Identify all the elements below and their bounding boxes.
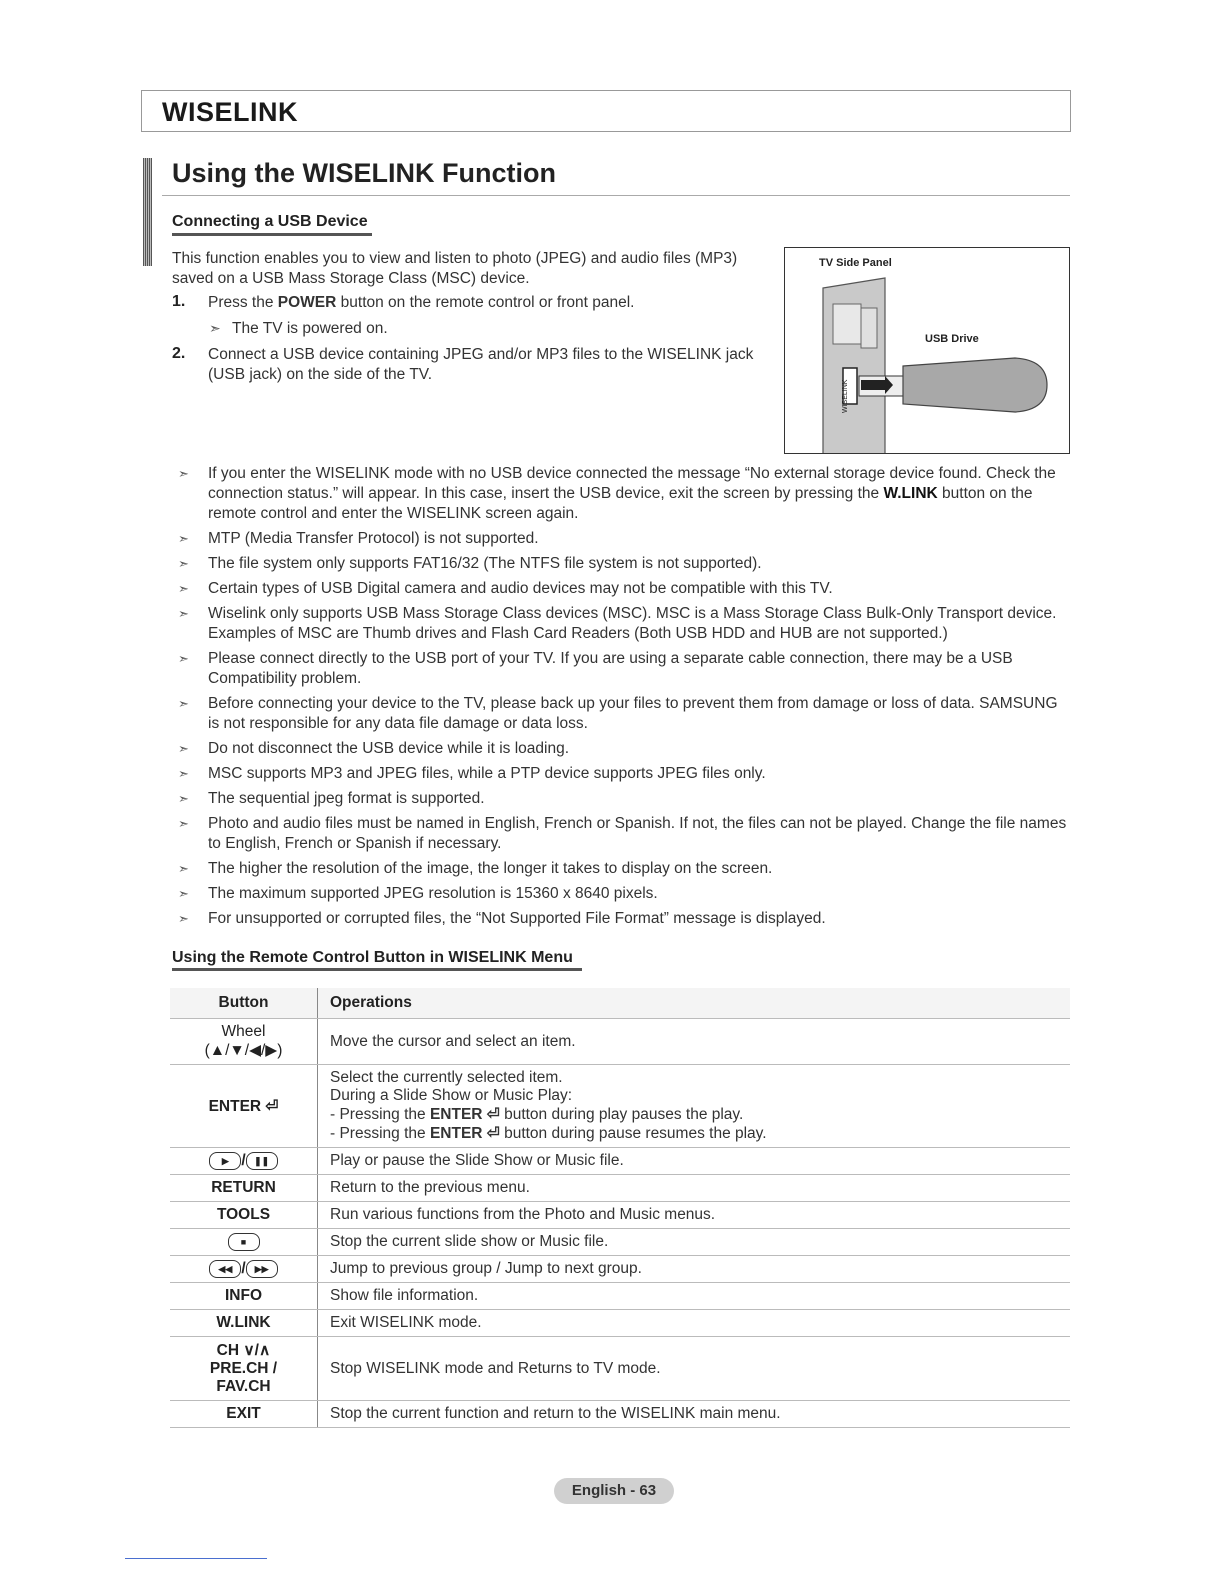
note-arrow-icon: ➣ xyxy=(178,651,189,666)
note-arrow-icon: ➣ xyxy=(178,791,189,806)
op-enter-line xyxy=(330,1124,1058,1143)
note-item xyxy=(172,739,1072,759)
note-item xyxy=(172,604,1072,644)
pause-icon: ❚❚ xyxy=(246,1152,278,1170)
op-exit: Stop the current function and return to the WISELINK main menu. xyxy=(318,1401,1071,1428)
note-text: Photo and audio files must be named in English, French or Spanish. If not, the files can not be played. Change the file names to English, French or Spanish if necessary. xyxy=(208,815,1067,852)
note-arrow-icon: ➣ xyxy=(178,816,189,831)
ch-label: CH ∨/∧ xyxy=(216,1342,271,1360)
op-stop: Stop the current slide show or Music file. xyxy=(318,1229,1071,1256)
note-text: Before connecting your device to the TV, please back up your files to prevent them from damage or loss of data. SAMSUNG is not responsible for any data file damage or data loss. xyxy=(208,695,1058,732)
note-item xyxy=(172,579,1072,599)
notes-list xyxy=(172,464,1072,934)
table-row xyxy=(170,1148,1070,1175)
op-enter xyxy=(318,1065,1071,1148)
table-row xyxy=(170,1337,1070,1401)
step-1-number: 1. xyxy=(172,293,186,310)
op-wlink: Exit WISELINK mode. xyxy=(318,1310,1071,1337)
note-text: The higher the resolution of the image, the longer it takes to display on the screen. xyxy=(208,860,773,877)
section-marker xyxy=(143,158,152,266)
note-arrow-icon: ➣ xyxy=(178,766,189,781)
op-enter-line xyxy=(330,1105,1058,1124)
separator: / xyxy=(241,1260,246,1278)
op-bold: ENTER ⏎ xyxy=(429,1125,500,1142)
tv-port-slot xyxy=(833,304,861,344)
button-stop xyxy=(170,1229,318,1256)
section-divider xyxy=(162,195,1070,196)
button-return: RETURN xyxy=(170,1175,318,1202)
connect-heading-underline xyxy=(172,233,372,236)
note-text: MTP (Media Transfer Protocol) is not supported. xyxy=(208,530,539,547)
table-row xyxy=(170,1401,1070,1428)
step-1-text xyxy=(208,293,768,313)
remote-heading-underline xyxy=(172,968,582,971)
step-2-number: 2. xyxy=(172,345,186,362)
step-1-bold: POWER xyxy=(277,294,337,311)
note-bold: W.LINK xyxy=(883,485,938,502)
note-arrow-icon: ➣ xyxy=(178,861,189,876)
chapter-title: WISELINK xyxy=(162,97,298,127)
button-exit: EXIT xyxy=(170,1401,318,1428)
table-row xyxy=(170,1256,1070,1283)
note-item xyxy=(172,694,1072,734)
step-2-text: Connect a USB device containing JPEG and/or MP3 files to the WISELINK jack (USB jack) on the side of the TV. xyxy=(208,346,754,383)
note-item xyxy=(172,464,1072,524)
note-arrow-icon: ➣ xyxy=(178,696,189,711)
note-arrow-icon: ➣ xyxy=(178,606,189,621)
note-arrow-icon: ➣ xyxy=(178,556,189,571)
note-item xyxy=(172,884,1072,904)
rewind-icon: ◀◀ xyxy=(209,1260,241,1278)
fast-forward-icon: ▶▶ xyxy=(246,1260,278,1278)
note-arrow-icon: ➣ xyxy=(209,320,221,336)
op-ch: Stop WISELINK mode and Returns to TV mode. xyxy=(318,1337,1071,1401)
table-row xyxy=(170,1175,1070,1202)
section-title: Using the WISELINK Function xyxy=(172,158,556,188)
note-text: MSC supports MP3 and JPEG files, while a PTP device supports JPEG files only. xyxy=(208,765,766,782)
prech-label: PRE.CH / FAV.CH xyxy=(209,1360,278,1396)
note-text: For unsupported or corrupted files, the “Not Supported File Format” message is displayed. xyxy=(208,910,826,927)
step-1-post: button on the remote control or front panel. xyxy=(336,294,635,311)
note-text-after: button on the remote control and enter the WISELINK screen again. xyxy=(208,485,1033,522)
note-item xyxy=(172,554,1072,574)
page-number: English - 63 xyxy=(554,1478,674,1504)
connect-heading: Connecting a USB Device xyxy=(172,213,368,230)
table-row xyxy=(170,1310,1070,1337)
usb-drive-body xyxy=(903,358,1047,412)
note-text: The file system only supports FAT16/32 (The NTFS file system is not supported). xyxy=(208,555,762,572)
table-row xyxy=(170,1202,1070,1229)
note-item xyxy=(172,649,1072,689)
col-operations-header: Operations xyxy=(318,988,1071,1019)
step-1-pre: Press the xyxy=(208,294,278,311)
remote-heading: Using the Remote Control Button in WISELINK Menu xyxy=(172,949,573,966)
note-text: Certain types of USB Digital camera and audio devices may not be compatible with this TV. xyxy=(208,580,833,597)
button-wheel xyxy=(170,1019,318,1065)
op-wheel: Move the cursor and select an item. xyxy=(318,1019,1071,1065)
op-text: button during pause resumes the play. xyxy=(499,1125,767,1142)
note-arrow-icon: ➣ xyxy=(178,466,189,481)
wheel-label: Wheel xyxy=(221,1023,266,1040)
op-return: Return to the previous menu. xyxy=(318,1175,1071,1202)
button-tools: TOOLS xyxy=(170,1202,318,1229)
play-icon: ▶ xyxy=(209,1152,241,1170)
note-arrow-icon: ➣ xyxy=(178,741,189,756)
table-row xyxy=(170,1019,1070,1065)
note-text: Wiselink only supports USB Mass Storage Class devices (MSC). MSC is a Mass Storage Class Bulk-Only Transport device. Examples of MSC are Thumb drives and Flash Card Readers (Both USB HDD and HUB are not supported.) xyxy=(208,605,1057,642)
note-arrow-icon: ➣ xyxy=(178,911,189,926)
op-text: - Pressing the xyxy=(330,1125,430,1142)
note-arrow-icon: ➣ xyxy=(178,581,189,596)
note-text: Do not disconnect the USB device while it is loading. xyxy=(208,740,570,757)
intro-paragraph: This function enables you to view and listen to photo (JPEG) and audio files (MP3) saved on a USB Mass Storage Class (MSC) device. xyxy=(172,250,738,287)
button-ch xyxy=(170,1337,318,1401)
op-bold: ENTER ⏎ xyxy=(429,1106,500,1123)
note-text: Please connect directly to the USB port of your TV. If you are using a separate cable connection, there may be a USB Compatibility problem. xyxy=(208,650,1013,687)
op-jump: Jump to previous group / Jump to next group. xyxy=(318,1256,1071,1283)
op-text: button during play pauses the play. xyxy=(499,1106,744,1123)
table-row xyxy=(170,1229,1070,1256)
op-enter-line: Select the currently selected item. xyxy=(330,1069,563,1086)
note-item xyxy=(172,909,1072,929)
table-row xyxy=(170,1283,1070,1310)
note-arrow-icon: ➣ xyxy=(178,886,189,901)
stop-icon: ■ xyxy=(228,1233,260,1251)
button-wlink: W.LINK xyxy=(170,1310,318,1337)
table-row xyxy=(170,1065,1070,1148)
op-play-pause: Play or pause the Slide Show or Music file. xyxy=(318,1148,1071,1175)
tv-port-slot-2 xyxy=(861,308,877,348)
remote-buttons-table xyxy=(170,988,1070,1428)
footer-link-line xyxy=(125,1558,267,1559)
tv-side-panel-label: TV Side Panel xyxy=(819,257,892,269)
button-play-pause xyxy=(170,1148,318,1175)
col-button-header: Button xyxy=(170,988,318,1019)
jack-label: WISELINK xyxy=(842,379,849,413)
wheel-arrows: (▲/▼/◀/▶) xyxy=(204,1042,283,1059)
note-arrow-icon: ➣ xyxy=(178,531,189,546)
op-info: Show file information. xyxy=(318,1283,1071,1310)
button-info: INFO xyxy=(170,1283,318,1310)
note-text: The sequential jpeg format is supported. xyxy=(208,790,485,807)
note-item xyxy=(172,859,1072,879)
button-enter: ENTER ⏎ xyxy=(170,1065,318,1148)
step-1-note: The TV is powered on. xyxy=(232,320,388,337)
table-header-row xyxy=(170,988,1070,1019)
op-enter-line: During a Slide Show or Music Play: xyxy=(330,1087,573,1104)
chapter-header xyxy=(141,90,1071,132)
note-item xyxy=(172,764,1072,784)
usb-illustration xyxy=(785,248,1070,454)
usb-drive-label: USB Drive xyxy=(925,333,979,345)
usb-figure xyxy=(784,247,1070,454)
note-item xyxy=(172,529,1072,549)
op-text: - Pressing the xyxy=(330,1106,430,1123)
note-item xyxy=(172,814,1072,854)
note-text: If you enter the WISELINK mode with no USB device connected the message “No external storage device found. Check the connection status.” will appear. In this case, insert the USB device, exit the screen by pressing the xyxy=(208,465,1056,502)
button-jump xyxy=(170,1256,318,1283)
separator: / xyxy=(241,1152,246,1170)
note-item xyxy=(172,789,1072,809)
op-tools: Run various functions from the Photo and Music menus. xyxy=(318,1202,1071,1229)
note-text: The maximum supported JPEG resolution is 15360 x 8640 pixels. xyxy=(208,885,658,902)
